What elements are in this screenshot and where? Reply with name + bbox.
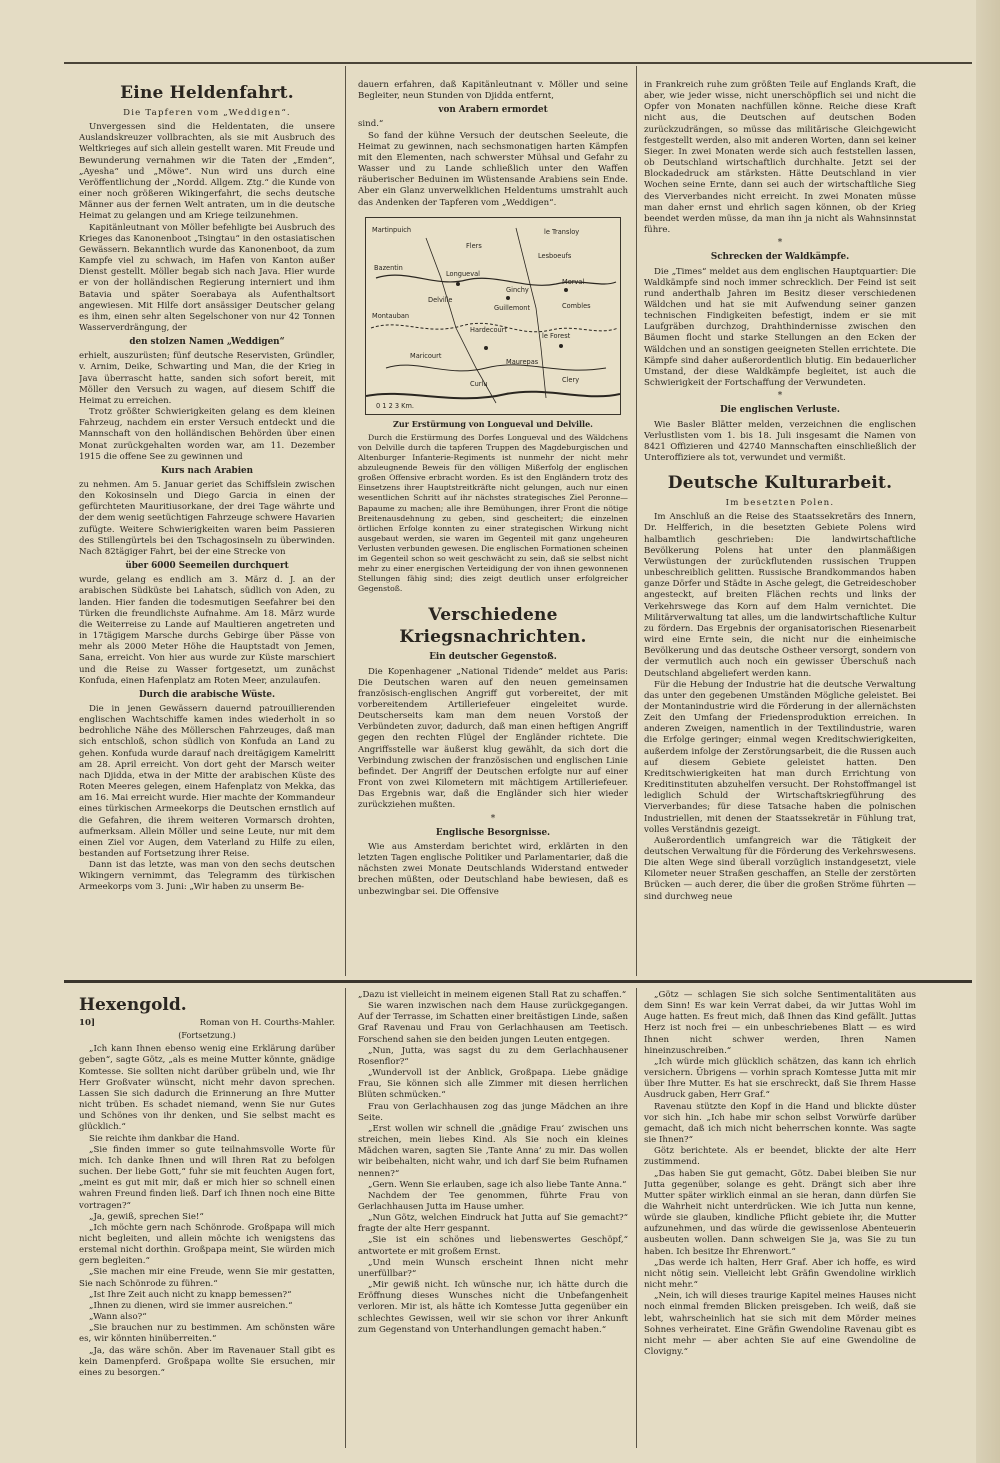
paragraph: Ravenau stützte den Kopf in die Hand und blickte düster vor sich hin. „Ich habe mir schon selbst Vorwürfe darüber gemacht, daß ich mich nicht beherrschen konnte. Was sagte sie Ihnen?“ [644, 1101, 916, 1146]
novel-meta [79, 1018, 335, 1029]
map-label: Martinpuich [372, 225, 412, 234]
paragraph: Wie aus Amsterdam berichtet wird, erklärten in den letzten Tagen englische Politiker und Parlamentarier, daß die nächsten zwei Monate Deutschlands Widerstand entweder brechen müßten, oder Deutschland habe bewiesen, daß es unbezwingbar sei. Die Offensive [358, 841, 628, 897]
map-label: Longueval [446, 269, 480, 278]
continuation-note: (Fortsetzung.) [178, 1031, 236, 1041]
paragraph: „Ihnen zu dienen, wird sie immer ausreichen.“ [89, 1300, 293, 1311]
paragraph: erhielt, auszurüsten; fünf deutsche Reservisten, Gründler, v. Arnim, Deike, Schwarting und Man, die der Krieg in Java überrascht hatte, sanden sich sofort bereit, mit Möller den Versuch zu wagen, auf diesem Schiff die Heimat zu erreichen. [79, 351, 335, 406]
map-label: Clery [562, 375, 580, 384]
paragraph: „Ich möchte gern nach Schönrode. Großpapa will mich nicht begleiten, und allein möchte ich wenigstens das erstemal nicht dorthin. Großpapa meint, Sie würden mich gern begleiten.“ [79, 1222, 335, 1267]
novel-title: Hexengold. [79, 995, 187, 1015]
subheading: Englische Besorgnisse. [435, 827, 551, 838]
paragraph: Die in jenen Gewässern dauernd patrouillierenden englischen Wachtschiffe kamen indes wiederholt in so bedrohliche Nähe des Möllerschen Fahrzeuges, daß man sich entschloß, schon südlich von Konfuda an Land zu gehen. Konfuda wurde darauf nach dreitägigem Kamelritt am 28. April erreicht. Von dort geht der Marsch weiter nach Djidda, etwa in der Mitte der arabischen Küste des Roten Meeres gelegen, einem Hafenplatz von Mekka, das am 16. Mai erreicht wurde. Hier machte der Kommandeur eines türkischen Armeekorps die Deutschen ernstlich auf die Gefahren, die ihrem weiteren Vormarsch drohten, aufmerksam. Allein Möller und seine Leute, nur mit dem einen Ziel vor Augen, dem Vaterland zu Hilfe zu eilen, bestanden auf Fortsetzung ihrer Reise. [79, 703, 335, 859]
subheading: über 6000 Seemeilen durchquert [125, 561, 289, 572]
subheading: von Arabern ermordet [438, 105, 548, 116]
novel-column-1 [79, 990, 335, 1450]
paragraph: „Mir gewiß nicht. Ich wünsche nur, ich hätte durch die Eröffnung dieses Wunsches nicht die Unbefangenheit verloren. Mir ist, als hätte ich Komtesse Jutta gegenüber ein schlechtes Gewissen, weil wir sie schon vor ihrer Ankunft zum Gegenstand von Unterhandlungen gemacht haben.“ [358, 1280, 628, 1335]
article-subtitle: Im besetzten Polen. [725, 498, 835, 509]
novel-column-3 [644, 990, 916, 1450]
subheading: Ein deutscher Gegenstoß. [429, 652, 557, 663]
subheading: Kurs nach Arabien [160, 465, 254, 476]
paragraph: „Wann also?“ [89, 1312, 147, 1323]
map-label: Morval [562, 277, 585, 286]
feuilleton-rule [64, 980, 972, 983]
paragraph: Die Kopenhagener „National Tidende“ meldet aus Paris: Die Deutschen waren auf den neuen gemeinsamen französisch-englischen Angriff gut vorbereitet, der mit vorbereitendem Artilleriefeuer eingeleitet wurde. Deutscherseits kam man dem neuen Vorstoß der Verbündeten zuvor, dadurch, daß man einen heftigen Angriff gegen den rechten Flügel der Engländer richtete. Die Angriffsstelle war äußerst klug gewählt, da sich dort die Verbindung zwischen der französischen und englischen Linie befindet. Der Angriff der Deutschen erfolgte nur auf einer Front von zwei Kilometern mit mächtigem Artilleriefeuer. Das Ergebnis war, daß die Engländer sich hier wieder zurückziehen mußten. [358, 666, 628, 811]
paragraph: „Götz — schlagen Sie sich solche Sentimentalitäten aus dem Sinn! Es war kein Verrat dabei, da wir Juttas Wohl im Auge hatten. Es freut mich, daß Ihnen das Kind gefällt. Juttas Herz ist noch frei — ein unbeschriebenes Blatt — es wird Ihnen nicht schwer werden, Ihren Namen hineinzuschreiben.“ [644, 990, 916, 1056]
paragraph: Die „Times“ meldet aus dem englischen Hauptquartier: Die Waldkämpfe sind noch immer schrecklich. Der Feind ist seit rund anderthalb Jahren im Besitz dieser verschiedenen Wäldchen und hat sie mit Aufwendung seiner ganzen technischen Findigkeiten befestigt, indem er sie mit Laufgräben durchzog, Drahthindernisse zwischen den Bäumen flocht und starke Stellungen an den Ecken der Wäldchen und an sonstigen geeigneten Stellen errichtete. Die Kämpfe sind daher außerordentlich blutig. Ein bedauerlicher Umstand, der diese Waldkämpfe begleitet, ist auch die Schwierigkeit der Fortschaffung der Verwundeten. [644, 266, 916, 389]
column-2 [358, 80, 628, 975]
map-caption: Zur Erstürmung von Longueval und Delville. [393, 418, 593, 429]
column-divider [636, 66, 637, 976]
paragraph: So fand der kühne Versuch der deutschen Seeleute, die Heimat zu gewinnen, nach sechsmonatigen harten Kämpfen mit den Elementen, nach schwerster Mühsal und Gefahr zu Wasser und zu Lande schließlich unter den Waffen räuberischer Beduinen im Wüstensande Arabiens sein Ende. Aber ein Glanz unverwelklichen Heldentums umstrahlt auch das Andenken der Tapferen vom „Weddigen“. [358, 130, 628, 208]
paragraph: „Das haben Sie gut gemacht, Götz. Dabei bleiben Sie nur Jutta gegenüber, solange es geht. Drängt sich aber ihre Mutter später wirklich einmal an sie heran, dann dürfen Sie die Wahrheit nicht unterdrücken. Wie ich Jutta nun kenne, würde sie glauben, kindliche Pflicht gebiete ihr, die Mutter aufzunehmen, und das würde die gewissenlose Abenteuerin ausbeuten wollen. Dann schweigen Sie ja, was Sie zu tun haben. Ich besitze Ihr Ehrenwort.“ [644, 1168, 916, 1257]
paragraph: „Erst wollen wir schnell die ‚gnädige Frau‘ zwischen uns streichen, mein liebes Kind. Als Sie noch ein kleines Mädchen waren, sagten Sie ‚Tante Anna‘ zu mir. Das wollen wir beibehalten, nicht wahr, und ich darf Sie beim Rufnamen nennen?“ [358, 1123, 628, 1179]
separator-star: * [777, 391, 783, 402]
paragraph: „Ja, gewiß, sprechen Sie!“ [89, 1211, 204, 1222]
paragraph: „Das werde ich halten, Herr Graf. Aber ich hoffe, es wird nicht nötig sein. Vielleicht lebt Gräfin Gwendoline wirklich nicht mehr.“ [644, 1257, 916, 1291]
paragraph: wurde, gelang es endlich am 3. März d. J. an der arabischen Südküste bei Lahatsch, südlich von Aden, zu landen. Hier fanden die todesmutigen Seefahrer bei den Türken die freundlichste Aufnahme. Am 18. März wurde die Weiterreise zu Lande auf Maultieren angetreten und in 17tägigem Marsche durchs Gebirge über Pässe von mehr als 2000 Meter Höhe die Hauptstadt von Jemen, Sana, erreicht. Von hier aus wurde zur Küste marschiert und die Reise zu Wasser fortgesetzt, um zunächst Konfuda, einen Hafenplatz am Roten Meer, anzulaufen. [79, 575, 335, 686]
caption-text: Durch die Erstürmung des Dorfes Longueval und des Wäldchens von Delville durch die tapferen Truppen des Magdeburgischen und Altenburger Infanterie-Regiments ist nunmehr der nicht mehr abzuleugnende Beweis für den völligen Mißerfolg der englischen großen Offensive erbracht worden. Es ist den Engländern trotz des Einsetzens ihrer Hauptstreitkräfte nicht gelungen, auch nur einen wesentlichen Schritt auf ihr nächstes strategisches Ziel Peronne—Bapaume zu machen; alle ihre Bemühungen, ihrer Front die nötige Breitenausdehnung zu geben, sind gescheitert; die einzelnen örtlichen Erfolge konnten zu einer strategischen Wirkung nicht ausgebaut werden, sie waren im Gegenteil mit ganz ungeheuren Verlusten verbunden gewesen. Die englischen Formationen scheinen im Gegenteil schon so weit geschwächt zu sein, daß sie selbst nicht mehr zu einer energischen Verteidigung der von ihnen gewonnenen Stellungen fähig sind; dies zeigt deutlich unser erfolgreicher Gegenstoß. [358, 432, 628, 594]
article-title-kriegsnachrichten: Verschiedene Kriegsnachrichten. [399, 605, 587, 648]
subheading: Durch die arabische Wüste. [138, 689, 276, 700]
map-label: Bazentin [374, 263, 403, 272]
map-label: Montauban [372, 311, 410, 320]
paragraph: „Wundervoll ist der Anblick, Großpapa. Liebe gnädige Frau, Sie können sich alle Zimmer mit diesen herrlichen Blüten schmücken.“ [358, 1068, 628, 1101]
paragraph: Im Anschluß an die Reise des Staatssekretärs des Innern, Dr. Helfferich, in die besetzten Gebiete Polens wird halbamtlich geschrieben: Die landwirtschaftliche Bevölkerung Polens hat unter den planmäßigen Verwüstungen der zurückflutenden russischen Truppen unbeschreiblich gelitten. Russische Brandkommandos haben ganze Dörfer und Städte in Asche gelegt, die Getreideschober angesteckt, auf breiten Flächen rechts und links der Verkehrswege das Korn auf dem Halm vernichtet. Die Militärverwaltung tat alles, um die landwirtschaftliche Kultur zu fördern. Das Ergebnis der organisatorischen Riesenarbeit wird eine Ernte sein, die nicht nur die einheimische Bevölkerung und das deutsche Ostheer versorgt, sondern von der vermutlich auch noch ein gewisser Überschuß nach Deutschland abgeliefert werden kann. [644, 512, 916, 679]
map-label: Maurepas [506, 357, 539, 366]
map-label: Ginchy [506, 285, 529, 294]
paragraph: Wie Basler Blätter melden, verzeichnen die englischen Verlustlisten vom 1. bis 18. Juli insgesamt die Namen von 8421 Offizieren und 42740 Mannschaften einschließlich der Unteroffiziere als tot, verwundet und vermißt. [644, 419, 916, 463]
paragraph: „Ich kann Ihnen ebenso wenig eine Erklärung darüber geben“, sagte Götz, „als es meine Mutter könnte, gnädige Komtesse. Sie sollten nicht darüber grübeln und, wie Ihr Herr Großvater wünscht, nicht mehr davon sprechen. Lassen Sie sich dadurch die Erinnerung an Ihre Mutter nicht trüben. Es schadet niemand, wenn Sie nur Gutes und Schönes von ihr denken, und Sie selbst macht es glücklich.“ [79, 1044, 335, 1133]
paragraph: in Frankreich ruhe zum größten Teile auf Englands Kraft, die aber, wie jeder wisse, nicht unerschöpflich sei und nicht die Opfer von Monaten nachfüllen könne. Reiche diese Kraft nicht aus, die Deutschen auf deutschen Boden zurückzudrängen, so müsse das militärische Gleichgewicht festgestellt werden, also mit anderen Worten, dann sei keiner Sieger. In zwei Monaten werde sich auch feststellen lassen, ob Deutschland wirtschaftlich durchhalte. Jetzt sei der Blockadedruck am stärksten. Hätte Deutschland in vier Wochen seine Ernte, dann sei auch der wirtschaftliche Sieg des Vierverbandes nicht erreicht. In zwei Monaten müsse man daher ernst und ehrlich sagen können, ob der Krieg beendet werden müsse, da man ihn ja nicht als Wahnsinnstat führe. [644, 80, 916, 236]
paragraph: „Sie machen mir eine Freude, wenn Sie mir gestatten, Sie nach Schönrode zu führen.“ [79, 1267, 335, 1289]
paragraph: Dann ist das letzte, was man von den sechs deutschen Wikingern vernimmt, das Telegramm des türkischen Armeekorps vom 3. Juni: „Wir haben zu unserm Be- [79, 860, 335, 893]
subheading: Schrecken der Waldkämpfe. [710, 252, 850, 263]
article-subtitle: Die Tapferen vom „Weddigen“. [123, 108, 291, 118]
article-title-heldenfahrt: Eine Heldenfahrt. [120, 83, 294, 103]
map-label: Delville [428, 295, 453, 304]
battle-map [365, 217, 621, 415]
map-scale: 0 1 2 3 Km. [376, 401, 415, 410]
map-label: le Transloy [544, 227, 580, 236]
paragraph: Frau von Gerlachhausen zog das junge Mädchen an ihre Seite. [358, 1101, 628, 1123]
paragraph: „Gern. Wenn Sie erlauben, sage ich also liebe Tante Anna.“ [368, 1179, 627, 1190]
paragraph: „Sie brauchen nur zu bestimmen. Am schönsten wäre es, wir könnten hinüberreiten.“ [79, 1323, 335, 1345]
article-title-kulturarbeit: Deutsche Kulturarbeit. [667, 473, 893, 494]
map-label: Flers [466, 241, 482, 250]
column-divider [345, 988, 346, 1448]
paragraph: Sie reichte ihm dankbar die Hand. [89, 1133, 240, 1144]
paragraph: „Ist Ihre Zeit auch nicht zu knapp bemessen?“ [89, 1289, 292, 1300]
paragraph: „Dazu ist vielleicht in meinem eigenen Stall Rat zu schaffen.“ [358, 990, 627, 1000]
paragraph: dauern erfahren, daß Kapitänleutnant v. Möller und seine Begleiter, neun Stunden von Djidda entfernt, [358, 80, 628, 102]
installment-number: 10] [79, 1018, 96, 1028]
top-rule [64, 62, 972, 64]
paragraph: „Und mein Wunsch erscheint Ihnen nicht mehr unerfüllbar?“ [358, 1257, 628, 1279]
novel-byline: Roman von H. Courths-Mahler. [199, 1018, 335, 1028]
paragraph: Trotz größter Schwierigkeiten gelang es dem kleinen Fahrzeug, nachdem ein erster Versuch entdeckt und die Mannschaft von den holländischen Behörden über einen Monat zurückgehalten worden war, am 11. Dezember 1915 die offene See zu gewinnen und [79, 407, 335, 462]
column-divider [636, 988, 637, 1448]
paragraph: Götz berichtete. Als er beendet, blickte der alte Herr zustimmend. [644, 1146, 916, 1168]
paragraph: sind.“ [358, 119, 384, 130]
map-label: Maricourt [410, 351, 442, 360]
map-label: Hardecourt [470, 325, 507, 334]
map-label: Combles [562, 301, 591, 310]
map-label: Curlu [470, 379, 488, 388]
paragraph: „Ich würde mich glücklich schätzen, das kann ich ehrlich versichern. Übrigens — vorhin sprach Komtesse Jutta mit mir über Ihre Mutter. Es hat sie erschreckt, daß Sie Ihrem Hasse Ausdruck gaben, Herr Graf.“ [644, 1056, 916, 1101]
paragraph: Sie waren inzwischen nach dem Hause zurückgegangen. Auf der Terrasse, im Schatten einer breitästigen Linde, saßen Graf Ravenau und Frau von Gerlachhausen am Teetisch. Forschend sahen sie den beiden jungen Leuten entgegen. [358, 1001, 628, 1045]
page-edge [976, 0, 1000, 1463]
paragraph: „Ja, das wäre schön. Aber im Ravenauer Stall gibt es kein Damenpferd. Großpapa wollte Sie ersuchen, mir eines zu besorgen.“ [79, 1345, 335, 1378]
map-label: le Forest [542, 331, 571, 340]
subheading: den stolzen Namen „Weddigen“ [129, 337, 285, 348]
subheading: Die englischen Verluste. [720, 405, 840, 416]
column-1 [79, 80, 335, 975]
paragraph: Für die Hebung der Industrie hat die deutsche Verwaltung das unter den gegebenen Umständen Mögliche geleistet. Bei der Montanindustrie wird die Förderung in der allernächsten Zeit den Umfang der Friedensproduktion erreichen. In anderen Zweigen, namentlich in der Textilindustrie, waren die Erfolge geringer; einmal wegen Kreditschwierigkeiten, außerdem infolge der Zerstörungsarbeit, die die Russen auch auf diesem Gebiete geleistet hatten. Den Kreditschwierigkeiten hat man durch Errichtung von Kreditinstituten abzuhelfen versucht. Der Rohstoffmangel ist lediglich Schuld der Wirtschaftskriegführung des Vierverbandes; für diese Tatsache haben die polnischen Industriellen, mit denen der Staatssekretär in Fühlung trat, volles Verständnis gezeigt. [644, 679, 916, 835]
paragraph: Kapitänleutnant von Möller befehligte bei Ausbruch des Krieges das Kanonenboot „Tsingtau“ in den ostasiatischen Gewässern. Bekanntlich wurde das Kanonenboot, da zum Kampfe viel zu schwach, im Hafen von Kanton außer Dienst gestellt. Möller begab sich nach Java. Hier wurde er von der holländischen Regierung interniert und ihm Batavia und später Soerabaya als Aufenthaltsort angewiesen. Mit Hilfe dort ansässiger Deutscher gelang es ihm, einen sehr alten Segelschoner von nur 42 Tonnen Wasserverdrängung, der [79, 222, 335, 333]
paragraph: „Nein, ich will dieses traurige Kapitel meines Hauses nicht noch einmal fremden Blicken preisgeben. Ich weiß, daß sie lebt, wahrscheinlich hat sie sich mit dem Mörder meines Sohnes verheiratet. Eine Gräfin Gwendoline Ravenau gibt es nicht mehr — aber achten Sie auf eine Gwendoline de Clovigny.“ [644, 1291, 916, 1357]
map-label: Guillemont [494, 303, 531, 312]
paragraph: „Sie finden immer so gute teilnahmsvolle Worte für mich. Ich danke Ihnen und will Ihren Rat zu befolgen suchen. Der liebe Gott,“ fuhr sie mit feuchten Augen fort, „meint es gut mit mir, daß er mich hier so schnell einen wahren Freund finden ließ. Darf ich Ihnen noch eine Bitte vortragen?“ [79, 1144, 335, 1211]
novel-column-2 [358, 990, 628, 1450]
paragraph: zu nehmen. Am 5. Januar geriet das Schiffslein zwischen den Kokosinseln und Diego Garcia in einen der gefürchteten Mauritiusorkane, der drei Tage währte und der dem wenig seetüchtigen Fahrzeuge schwere Havarien zufügte. Weitere Schwierigkeiten waren beim Passieren des Stillengürtels bei den Tschagosinseln zu überwinden. Nach 82tägiger Fahrt, bei der eine Strecke von [79, 480, 335, 557]
separator-star: * [490, 813, 496, 824]
paragraph: „Sie ist ein schönes und liebenswertes Geschöpf,“ antwortete er mit großem Ernst. [358, 1235, 628, 1257]
column-3 [644, 80, 916, 975]
map-label: Lesboeufs [538, 251, 572, 260]
paragraph: „Nun, Jutta, was sagst du zu dem Gerlachhausener Rosenflor?“ [358, 1045, 628, 1067]
paragraph: „Nun Götz, welchen Eindruck hat Jutta auf Sie gemacht?“ fragte der alte Herr gespannt. [358, 1213, 628, 1235]
paragraph: Außerordentlich umfangreich war die Tätigkeit der deutschen Verwaltung für die Förderung des Verkehrswesens. Die alten Wege sind überall vorzüglich instandgesetzt, viele Kilometer neuer Straßen geschaffen, an Stelle der zerstörten Brücken — auch derer, die über die großen Ströme führten — sind durchweg neue [644, 835, 916, 902]
paragraph: Nachdem der Tee genommen, führte Frau von Gerlachhausen Jutta im Hause umher. [358, 1190, 628, 1212]
column-divider [345, 66, 346, 976]
paragraph: Unvergessen sind die Heldentaten, die unsere Auslandskreuzer vollbrachten, als sie mit Ausbruch des Weltkrieges auf sich allein gestellt waren. Mit Freude und Bewunderung vernahmen wir die Taten der „Emden“, „Ayesha“ und „Möwe“. Nun wird uns durch eine Veröffentlichung der „Nordd. Allgem. Ztg.“ die Kunde von einer noch größeren Wikingerfahrt, die sechs deutsche Männer aus der fernen Welt antraten, um in die deutsche Heimat zu gelangen und am Kriege teilzunehmen. [79, 122, 335, 222]
separator-star: * [777, 238, 783, 249]
